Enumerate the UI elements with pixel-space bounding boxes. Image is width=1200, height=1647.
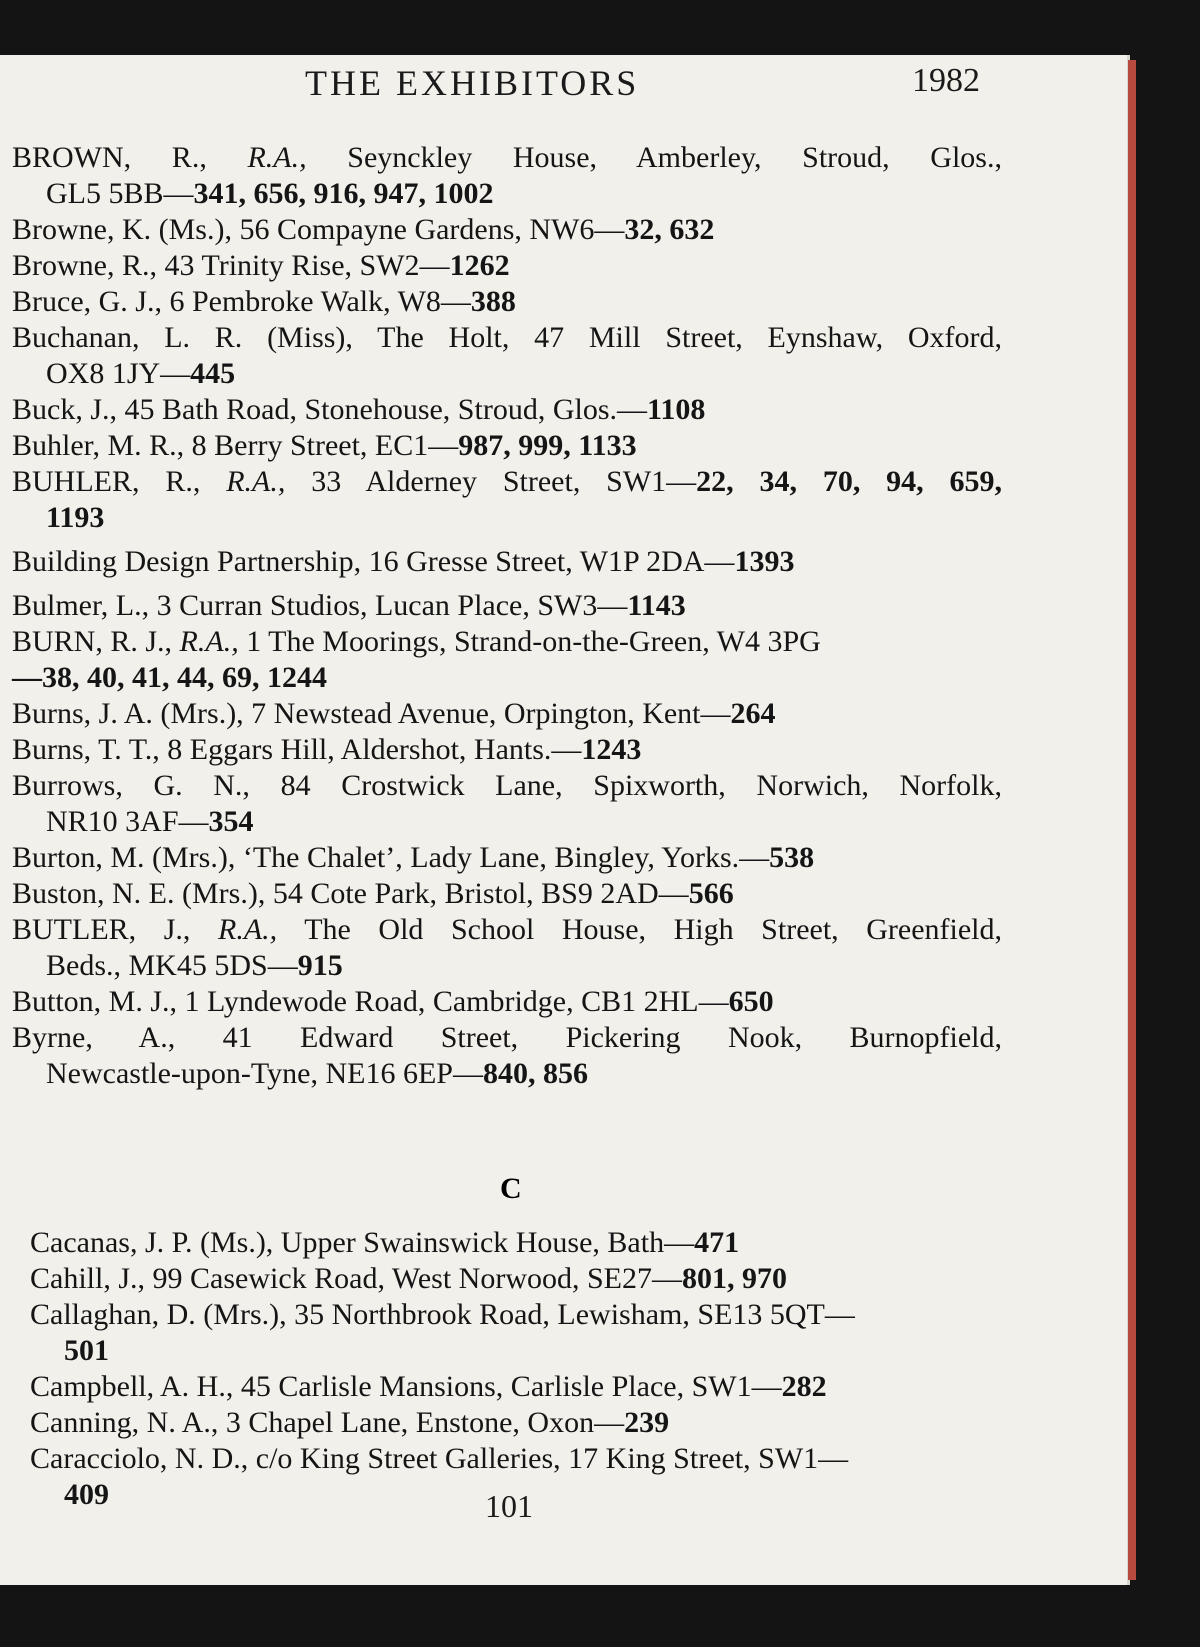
page-edge: [1128, 60, 1136, 1580]
list-item: Buchanan, L. R. (Miss), The Holt, 47 Mill Street, Eynshaw, Oxford, OX8 1JY—445: [12, 321, 1002, 390]
exhibitor-list-b: [12, 140, 1002, 1092]
page-number: 101: [485, 1488, 533, 1524]
list-item: Canning, N. A., 3 Chapel Lane, Enstone, Oxon—239: [30, 1406, 670, 1439]
list-item: Buston, N. E. (Mrs.), 54 Cote Park, Bristol, BS9 2AD—566: [12, 877, 734, 910]
running-head: [0, 62, 1130, 112]
exhibitor-list-c: [30, 1225, 1005, 1513]
list-item: Building Design Partnership, 16 Gresse Street, W1P 2DA—1393: [12, 545, 795, 578]
list-item: Button, M. J., 1 Lyndewode Road, Cambridge, CB1 2HL—650: [12, 985, 774, 1018]
list-item: Bulmer, L., 3 Curran Studios, Lucan Place, SW3—1143: [12, 589, 686, 622]
list-item: Browne, K. (Ms.), 56 Compayne Gardens, NW6—32, 632: [12, 213, 715, 246]
list-item: Byrne, A., 41 Edward Street, Pickering Nook, Burnopfield, Newcastle-upon-Tyne, NE16 6EP—840, 856: [12, 1021, 1002, 1090]
list-item: Bruce, G. J., 6 Pembroke Walk, W8—388: [12, 285, 516, 318]
list-item: BUTLER, J., R.A., The Old School House, High Street, Greenfield, Beds., MK45 5DS—915: [12, 913, 1002, 982]
running-title: THE EXHIBITORS: [305, 63, 640, 103]
list-item: Campbell, A. H., 45 Carlisle Mansions, Carlisle Place, SW1—282: [30, 1370, 827, 1403]
list-item: BURN, R. J., R.A., 1 The Moorings, Strand-on-the-Green, W4 3PG —38, 40, 41, 44, 69, 1244: [12, 625, 821, 694]
list-item: BROWN, R., R.A., Seynckley House, Amberley, Stroud, Glos., GL5 5BB—341, 656, 916, 947, 1002: [12, 141, 1002, 210]
list-item: Cahill, J., 99 Casewick Road, West Norwood, SE27—801, 970: [30, 1262, 787, 1295]
list-item: Burns, T. T., 8 Eggars Hill, Aldershot, Hants.—1243: [12, 733, 642, 766]
list-item: Callaghan, D. (Mrs.), 35 Northbrook Road, Lewisham, SE13 5QT— 501: [30, 1298, 855, 1367]
list-item: Burton, M. (Mrs.), ‘The Chalet’, Lady Lane, Bingley, Yorks.—538: [12, 841, 815, 874]
section-heading-c: C: [500, 1172, 522, 1205]
list-item: Burns, J. A. (Mrs.), 7 Newstead Avenue, Orpington, Kent—264: [12, 697, 776, 730]
list-item: Browne, R., 43 Trinity Rise, SW2—1262: [12, 249, 510, 282]
list-item: Buhler, M. R., 8 Berry Street, EC1—987, 999, 1133: [12, 429, 637, 462]
list-item: Burrows, G. N., 84 Crostwick Lane, Spixworth, Norwich, Norfolk, NR10 3AF—354: [12, 769, 1002, 838]
list-item: BUHLER, R., R.A., 33 Alderney Street, SW1—22, 34, 70, 94, 659, 1193: [12, 465, 1003, 534]
running-year: 1982: [912, 62, 980, 99]
list-item: Caracciolo, N. D., c/o King Street Galleries, 17 King Street, SW1— 409: [30, 1442, 849, 1511]
list-item: Buck, J., 45 Bath Road, Stonehouse, Stroud, Glos.—1108: [12, 393, 706, 426]
list-item: Cacanas, J. P. (Ms.), Upper Swainswick House, Bath—471: [30, 1226, 740, 1259]
